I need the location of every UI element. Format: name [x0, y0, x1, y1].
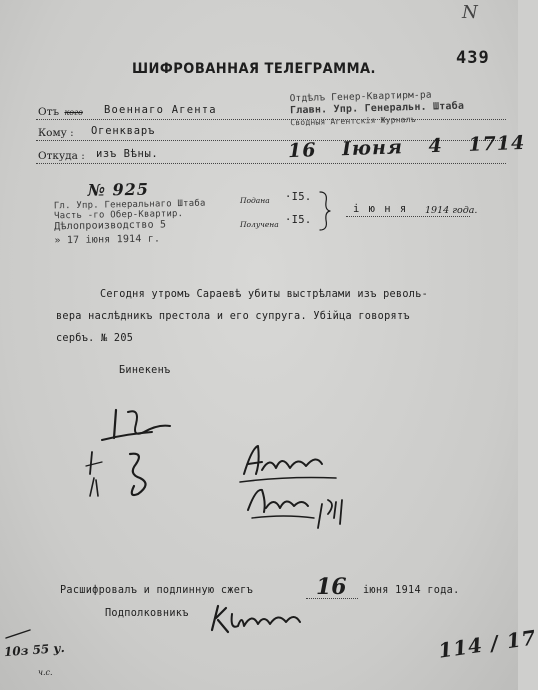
- receiving-stamp-line: Главн. Упр. Генеральн. Штаба: [289, 100, 465, 117]
- transmission-rule: [346, 216, 470, 217]
- receiving-stamp-line: Отдѣлъ Генер-Квартирм-ра: [289, 89, 432, 105]
- signature-officer-1: [236, 440, 346, 490]
- sent-bracket-open: ·: [285, 191, 292, 203]
- to-label: Кому :: [38, 127, 74, 139]
- corner-note-right: 114 / 17: [436, 625, 538, 663]
- corner-note-slash: [4, 628, 34, 642]
- message-signatory: Бинекенъ: [119, 365, 171, 376]
- from-label: [38, 106, 83, 118]
- message-line-2: вера наслѣдникъ престола и его супруга. Убійца говорятъ: [56, 311, 410, 322]
- transmission-year: 1914 года.: [425, 205, 478, 216]
- receiving-stamp: [290, 89, 465, 130]
- sent-value: [285, 191, 312, 203]
- registry-stamp-date: » 17 іюня 1914 г.: [54, 233, 161, 247]
- origin-label: Откуда :: [38, 150, 85, 162]
- message-line-1: Сегодня утромъ Сараевѣ убиты выстрѣлами изъ револь-: [100, 289, 429, 300]
- received-value: [285, 214, 312, 226]
- to-value: Огенкваръ: [91, 125, 156, 137]
- sent-time: I5: [291, 191, 305, 203]
- registry-stamp-line: Дѣлопроизводство 5: [54, 219, 167, 233]
- page-number: 439: [456, 48, 490, 68]
- from-value: Военнаго Агента: [104, 104, 217, 116]
- receiving-stamp-line: Сводныя Агентскія Журналъ: [290, 114, 416, 128]
- officer-rank: Подполковникъ: [105, 608, 189, 619]
- registry-number: № 925: [87, 179, 150, 200]
- from-label-text: Отъ: [38, 106, 60, 118]
- message-line-3: сербъ. № 205: [56, 333, 134, 344]
- transmission-brace: [318, 190, 332, 232]
- signature-officer-2: [244, 484, 364, 534]
- corner-mark: N: [462, 2, 478, 23]
- signature-officer-rank: [208, 600, 318, 644]
- received-label: Получена: [240, 220, 279, 229]
- document-title: ШИФРОВАННАЯ ТЕЛЕГРАММА.: [132, 61, 376, 77]
- registry-stamp: [53, 179, 206, 247]
- signature-initials-mark: [96, 402, 186, 452]
- sent-bracket-close: .: [304, 191, 312, 203]
- origin-dotted-rule: [36, 163, 506, 164]
- corner-note-left: 10з 55 у.: [3, 640, 66, 660]
- received-bracket-open: ·: [285, 214, 292, 226]
- deciphered-line-end: іюня 1914 года.: [363, 585, 460, 596]
- deciphered-day: 16: [316, 574, 347, 600]
- registry-stamp-line: Гл. Упр. Генеральнаго Штаба: [53, 198, 206, 212]
- deciphered-rule: [306, 598, 358, 599]
- deciphered-line-start: Расшифровалъ и подлинную сжегъ: [60, 585, 254, 596]
- received-bracket-close: .: [304, 214, 312, 226]
- corner-note-left-sub: ч.с.: [38, 668, 53, 677]
- sent-label: Подана: [240, 196, 270, 205]
- from-label-struck: кого: [64, 108, 83, 117]
- signature-resolution-mark: [84, 448, 164, 508]
- origin-value: изъ Вѣны.: [96, 148, 159, 160]
- received-time: I5: [291, 214, 305, 226]
- transmission-date: і ю н я: [353, 203, 408, 215]
- registry-stamp-line: Часть -го Обер-Квартир.: [53, 209, 184, 222]
- handwritten-receipt-date: 16 Іюня 4 1714: [287, 131, 526, 163]
- from-dotted-rule: [36, 119, 506, 120]
